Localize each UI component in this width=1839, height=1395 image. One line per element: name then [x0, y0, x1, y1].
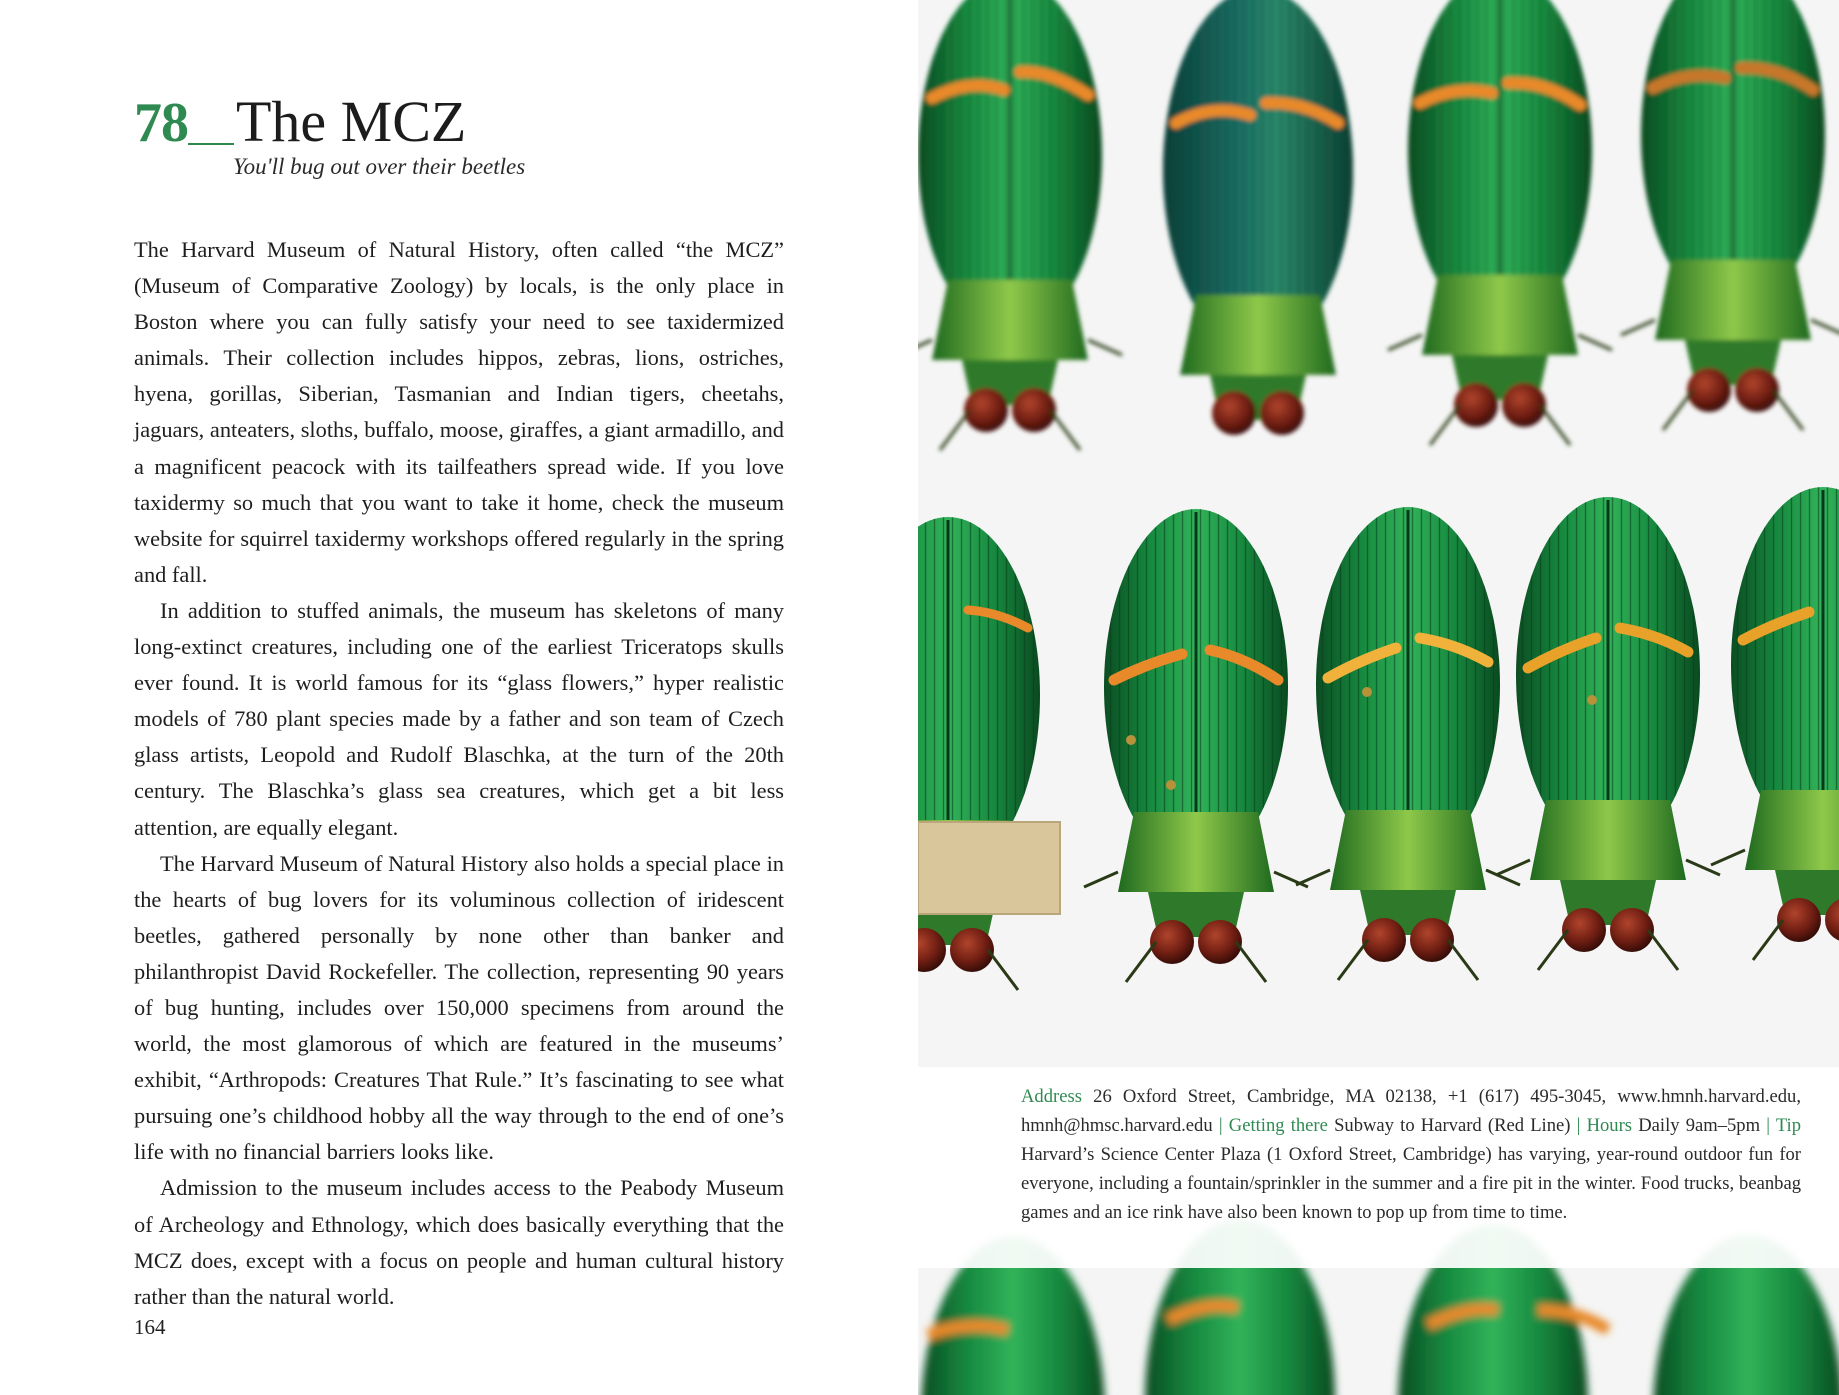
getting-there-label: Getting there	[1228, 1115, 1328, 1136]
page-number: 164	[134, 1315, 166, 1339]
separator: |	[1576, 1115, 1581, 1136]
entry-subtitle: You'll bug out over their beetles	[233, 154, 526, 179]
entry-title: The MCZ	[236, 89, 467, 154]
address-value: 26 Oxford Street, Cambridge, MA 02138, +1 (617) 495-3045, www.hmnh.harvard.edu, hmnh@hmsc.harvard.edu	[1021, 1086, 1801, 1136]
separator: |	[1766, 1115, 1770, 1136]
hours-value: Daily 9am–5pm	[1638, 1115, 1761, 1136]
tip-value: Harvard’s Science Center Plaza (1 Oxford Street, Cambridge) has varying, year-round outdoor fun for everyone, including a fountain/sprinkler in the summer and a fire pit in the winter. Food trucks, beanbag games and an ice rink have also been known to pop up from time to time.	[1021, 1144, 1801, 1223]
paragraph: Admission to the museum includes access to the Peabody Museum of Archeology and Ethnology, which does basically everything that the MCZ does, except with a focus on people and human cultural history rather than the natural world.	[134, 1175, 784, 1309]
paragraph: The Harvard Museum of Natural History also holds a special place in the hearts of bug lovers for its voluminous collection of iridescent beetles, gathered personally by none other than banker and philanthropist David Rockefeller. The collection, representing 90 years of bug hunting, includes over 150,000 specimens from around the world, the most glamorous of which are featured in the museums’ exhibit, “Arthropods: Creatures That Rule.” It’s fascinating to see what pursuing one’s childhood hobby all the way through to the end of one’s life with no financial barriers looks like.	[134, 850, 784, 1165]
info-text	[1021, 1082, 1801, 1227]
body-text	[134, 232, 784, 1315]
right-page	[918, 0, 1839, 1395]
paragraph: The Harvard Museum of Natural History, often called “the MCZ” (Museum of Comparative Zoology) by locals, is the only place in Boston where you can fully satisfy your need to see taxidermized animals. Their collection includes hippos, zebras, lions, ostriches, hyena, gorillas, Siberian, Tasmanian and Indian tigers, cheetahs, jaguars, anteaters, sloths, buffalo, moose, giraffes, a giant armadillo, and a magnificent peacock with its tailfeathers spread wide. If you love taxidermy so much that you want to take it home, check the museum website for squirrel taxidermy workshops offered regularly in the spring and fall.	[134, 237, 784, 587]
heading-rule	[188, 143, 234, 145]
entry-heading	[134, 88, 466, 155]
paragraph: In addition to stuffed animals, the museum has skeletons of many long-extinct creatures, including one of the earliest Triceratops skulls ever found. It is world famous for its “glass flowers,” hyper realistic models of 780 plant species made by a father and son team of Czech glass artists, Leopold and Rudolf Blaschka, at the turn of the 20th century. The Blaschka’s glass sea creatures, which get a bit less attention, are equally elegant.	[134, 597, 784, 840]
tip-label: Tip	[1775, 1115, 1802, 1136]
entry-number: 78	[134, 92, 188, 154]
separator: |	[1218, 1115, 1223, 1136]
hours-label: Hours	[1586, 1115, 1633, 1136]
getting-there-value: Subway to Harvard (Red Line)	[1334, 1115, 1571, 1136]
left-page	[0, 0, 918, 1395]
address-label: Address	[1021, 1086, 1082, 1107]
